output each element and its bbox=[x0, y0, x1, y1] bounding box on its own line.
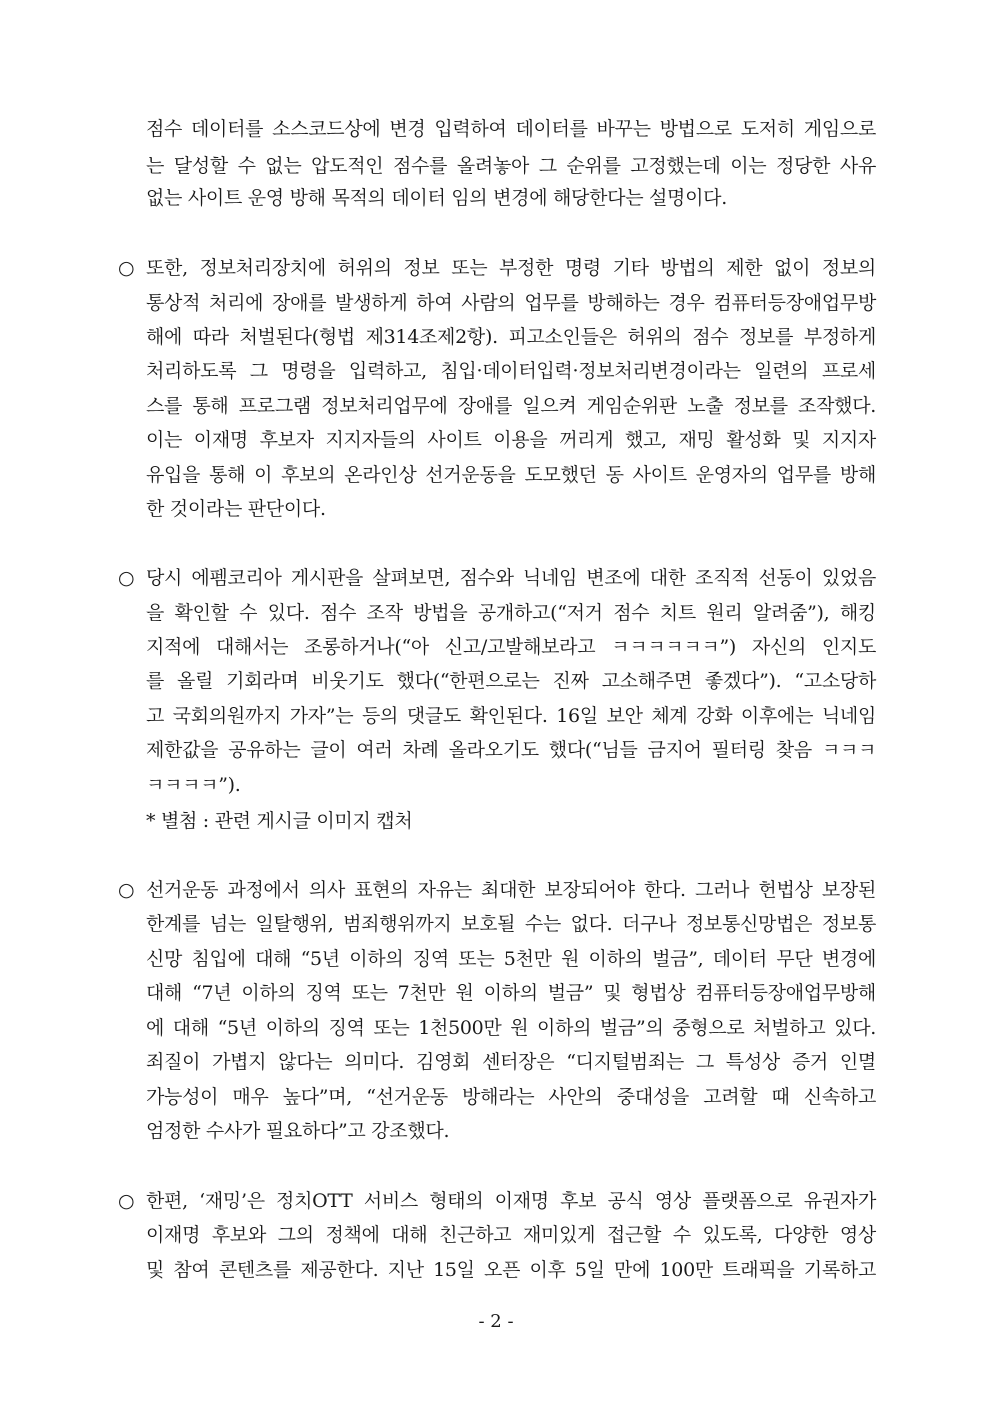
attachment-note: * 별첨 : 관련 게시글 이미지 캡처 bbox=[146, 810, 413, 832]
text-line: 대해 “7년 이하의 징역 또는 7천만 원 이하의 벌금” 및 형법상 컴퓨터등장애업무방해 bbox=[146, 982, 876, 1004]
text-line: 죄질이 가볍지 않다는 의미다. 김영회 센터장은 “디지털범죄는 그 특성상 증거 인멸 bbox=[146, 1051, 876, 1073]
text-line: 선거운동 과정에서 의사 표현의 자유는 최대한 보장되어야 한다. 그러나 헌법상 보장된 bbox=[146, 879, 876, 901]
text-line: 및 참여 콘텐츠를 제공한다. 지난 15일 오픈 이후 5일 만에 100만 트래픽을 기록하고 bbox=[146, 1259, 876, 1281]
text-line: 점수 데이터를 소스코드상에 변경 입력하여 데이터를 바꾸는 방법으로 도저히 게임으로 bbox=[146, 118, 876, 140]
text-line: 없는 사이트 운영 방해 목적의 데이터 임의 변경에 해당한다는 설명이다. bbox=[146, 187, 727, 209]
text-line: 유입을 통해 이 후보의 온라인상 선거운동을 도모했던 동 사이트 운영자의 업무를 방해 bbox=[146, 464, 876, 486]
text-line: 해에 따라 처벌된다(형법 제314조제2항). 피고소인들은 허위의 점수 정보를 부정하게 bbox=[146, 326, 876, 348]
text-line: 처리하도록 그 명령을 입력하고, 침입·데이터입력·정보처리변경이라는 일련의 프로세 bbox=[146, 360, 876, 382]
text-line: 한 것이라는 판단이다. bbox=[146, 498, 326, 520]
text-line: 을 확인할 수 있다. 점수 조작 방법을 공개하고(“저거 점수 치트 원리 알려줌”), 해킹 bbox=[146, 602, 876, 624]
text-line: 제한값을 공유하는 글이 여러 차례 올라오기도 했다(“님들 금지어 필터링 찾음 ㅋㅋㅋ bbox=[146, 739, 876, 761]
text-line: 또한, 정보처리장치에 허위의 정보 또는 부정한 명령 기타 방법의 제한 없이 정보의 bbox=[146, 257, 876, 279]
text-line: 스를 통해 프로그램 정보처리업무에 장애를 일으켜 게임순위판 노출 정보를 조작했다. bbox=[146, 395, 876, 417]
text-line: 엄정한 수사가 필요하다”고 강조했다. bbox=[146, 1120, 450, 1142]
circle-bullet-icon: ○ bbox=[118, 1190, 135, 1212]
text-line: 를 올릴 기회라며 비웃기도 했다(“한편으로는 진짜 고소해주면 좋겠다”). “고소당하 bbox=[146, 670, 876, 692]
text-line: 당시 에펨코리아 게시판을 살펴보면, 점수와 닉네임 변조에 대한 조직적 선동이 있었음 bbox=[146, 567, 876, 589]
circle-bullet-icon: ○ bbox=[118, 567, 135, 589]
text-line: 한편, ‘재밍’은 정치OTT 서비스 형태의 이재명 후보 공식 영상 플랫폼으로 유권자가 bbox=[146, 1190, 876, 1212]
page-number: - 2 - bbox=[478, 1311, 514, 1332]
text-line: ㅋㅋㅋㅋ”). bbox=[146, 774, 241, 796]
circle-bullet-icon: ○ bbox=[118, 879, 135, 901]
text-line: 이재명 후보와 그의 정책에 대해 친근하고 재미있게 접근할 수 있도록, 다양한 영상 bbox=[146, 1224, 876, 1246]
circle-bullet-icon: ○ bbox=[118, 257, 135, 279]
text-line: 고 국회의원까지 가자”는 등의 댓글도 확인된다. 16일 보안 체계 강화 이후에는 닉네임 bbox=[146, 705, 876, 727]
text-line: 통상적 처리에 장애를 발생하게 하여 사람의 업무를 방해하는 경우 컴퓨터등장애업무방 bbox=[146, 292, 876, 314]
text-line: 한계를 넘는 일탈행위, 범죄행위까지 보호될 수는 없다. 더구나 정보통신망법은 정보통 bbox=[146, 913, 876, 935]
text-line: 가능성이 매우 높다”며, “선거운동 방해라는 사안의 중대성을 고려할 때 신속하고 bbox=[146, 1086, 876, 1108]
text-line: 이는 이재명 후보자 지지자들의 사이트 이용을 꺼리게 했고, 재밍 활성화 및 지지자 bbox=[146, 429, 876, 451]
text-line: 는 달성할 수 없는 압도적인 점수를 올려놓아 그 순위를 고정했는데 이는 정당한 사유 bbox=[146, 155, 876, 177]
text-line: 지적에 대해서는 조롱하거나(“아 신고/고발해보라고 ㅋㅋㅋㅋㅋㅋ”) 자신의 인지도 bbox=[146, 636, 876, 658]
text-line: 에 대해 “5년 이하의 징역 또는 1천500만 원 이하의 벌금”의 중형으로 처벌하고 있다. bbox=[146, 1017, 876, 1039]
text-line: 신망 침입에 대해 “5년 이하의 징역 또는 5천만 원 이하의 벌금”, 데이터 무단 변경에 bbox=[146, 948, 876, 970]
